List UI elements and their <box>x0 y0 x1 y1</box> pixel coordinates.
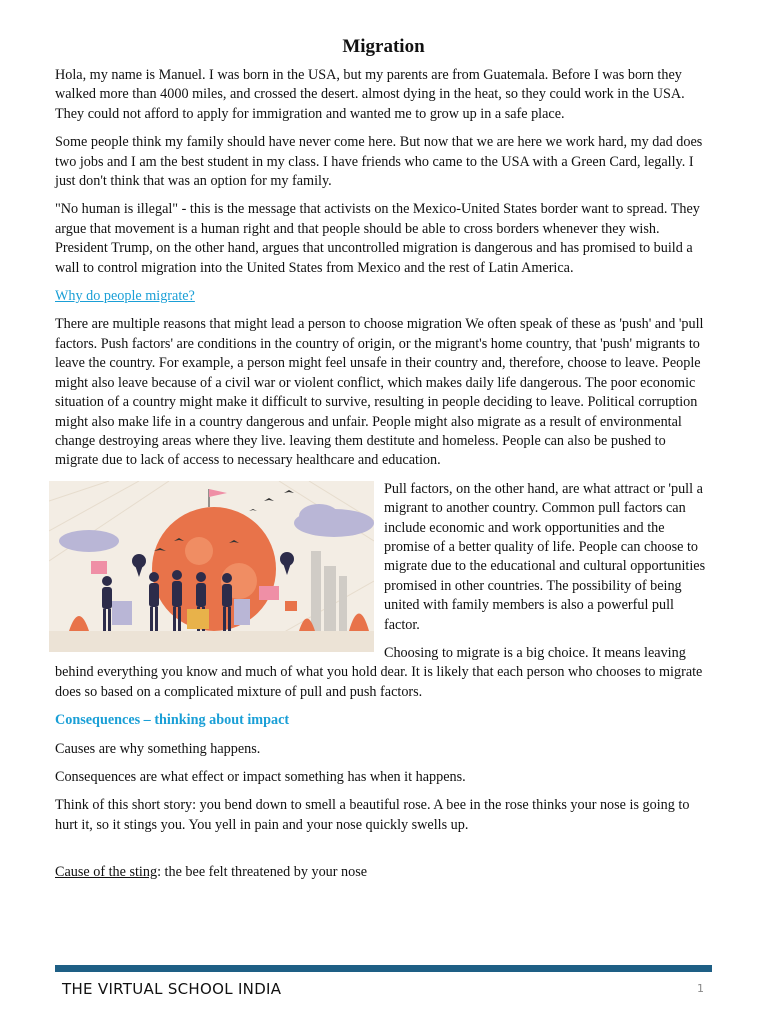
intro-paragraph-2: Some people think my family should have never come here. But now that we are here we work hard, my dad does two jobs and I am the best student in my class. I have friends who came to the USA with a Green Card, legally. I just don't think that was an option for my family. <box>55 134 703 190</box>
document-page <box>55 36 712 892</box>
footer-brand: THE VIRTUAL SCHOOL INDIA <box>62 980 282 998</box>
consequences-definition: Consequences are what effect or impact something has when it happens. <box>55 769 466 785</box>
causes-definition: Causes are why something happens. <box>55 740 261 757</box>
migrants-with-luggage-icon <box>49 481 374 652</box>
why-migrate-link[interactable]: Why do people migrate? <box>55 288 195 305</box>
pull-factors-paragraph: Pull factors, on the other hand, are what attract or 'pull a migrant to another country. Common pull factors can include economic and work opportunities and the promise of a better quality of life. People can choose to migrate due to the educational and cultural opportunities promised in other countries. The possibility of being united with family members is also a powerful pull factor. <box>384 480 706 633</box>
intro-paragraph-1: Hola, my name is Manuel. I was born in the USA, but my parents are from Guatemala. Before I was born they walked more than 4000 miles, and crossed the desert. almost dying in the heat, so they could work in the USA. They could not afford to apply for immigration and wanted me to grow up in a safe place. <box>55 67 685 122</box>
cause-of-sting-line <box>55 863 712 882</box>
page-number: 1 <box>697 982 704 995</box>
consequences-heading: Consequences – thinking about impact <box>55 712 290 729</box>
intro-paragraph-3: "No human is illegal" - this is the message that activists on the Mexico-United States border want to spread. They argue that movement is a human right and that people should be able to cross borders whenever they wish. President Trump, on the other hand, argues that uncontrolled migration is dangerous and has promised to build a wall to control migration into the United States from Mexico and the rest of Latin America. <box>55 201 700 276</box>
cause-text: : the bee felt threatened by your nose <box>157 864 368 881</box>
page-title: Migration <box>342 36 425 57</box>
push-factors-paragraph: There are multiple reasons that might lead a person to choose migration We often speak of these as 'push' and 'pull factors. Push factors' are conditions in the country of origin, or the migrant's home country, that 'push' migrants to leave the country. For example, a person might feel unsafe in their country and, therefore, choose to leave. People might also leave because of a civil war or violent conflict, which makes daily life dangerous. The poor economic situation of a country might make it difficult to survive, resulting in people deciding to leave. Political corruption might also make life in a country dangerous and unfair. People might also migrate as a result of environmental change destroying areas where they live. leaving them destitute and homeless. People can also be pushed to migrate due to lack of access to necessary healthcare and education. <box>55 316 704 469</box>
migration-illustration <box>49 481 374 652</box>
footer-bar <box>55 965 712 972</box>
cause-label: Cause of the sting <box>55 864 158 881</box>
choice-paragraph: Choosing to migrate is a big choice. It means leaving behind everything you know and much of what you hold dear. It is likely that each person who chooses to migrate does so based on a complicated mixture of pull and push factors. <box>55 644 703 700</box>
rose-story-paragraph: Think of this short story: you bend down to smell a beautiful rose. A bee in the rose thinks your nose is going to hurt it, so it stings you. You yell in pain and your nose quickly swells up. <box>55 797 690 833</box>
